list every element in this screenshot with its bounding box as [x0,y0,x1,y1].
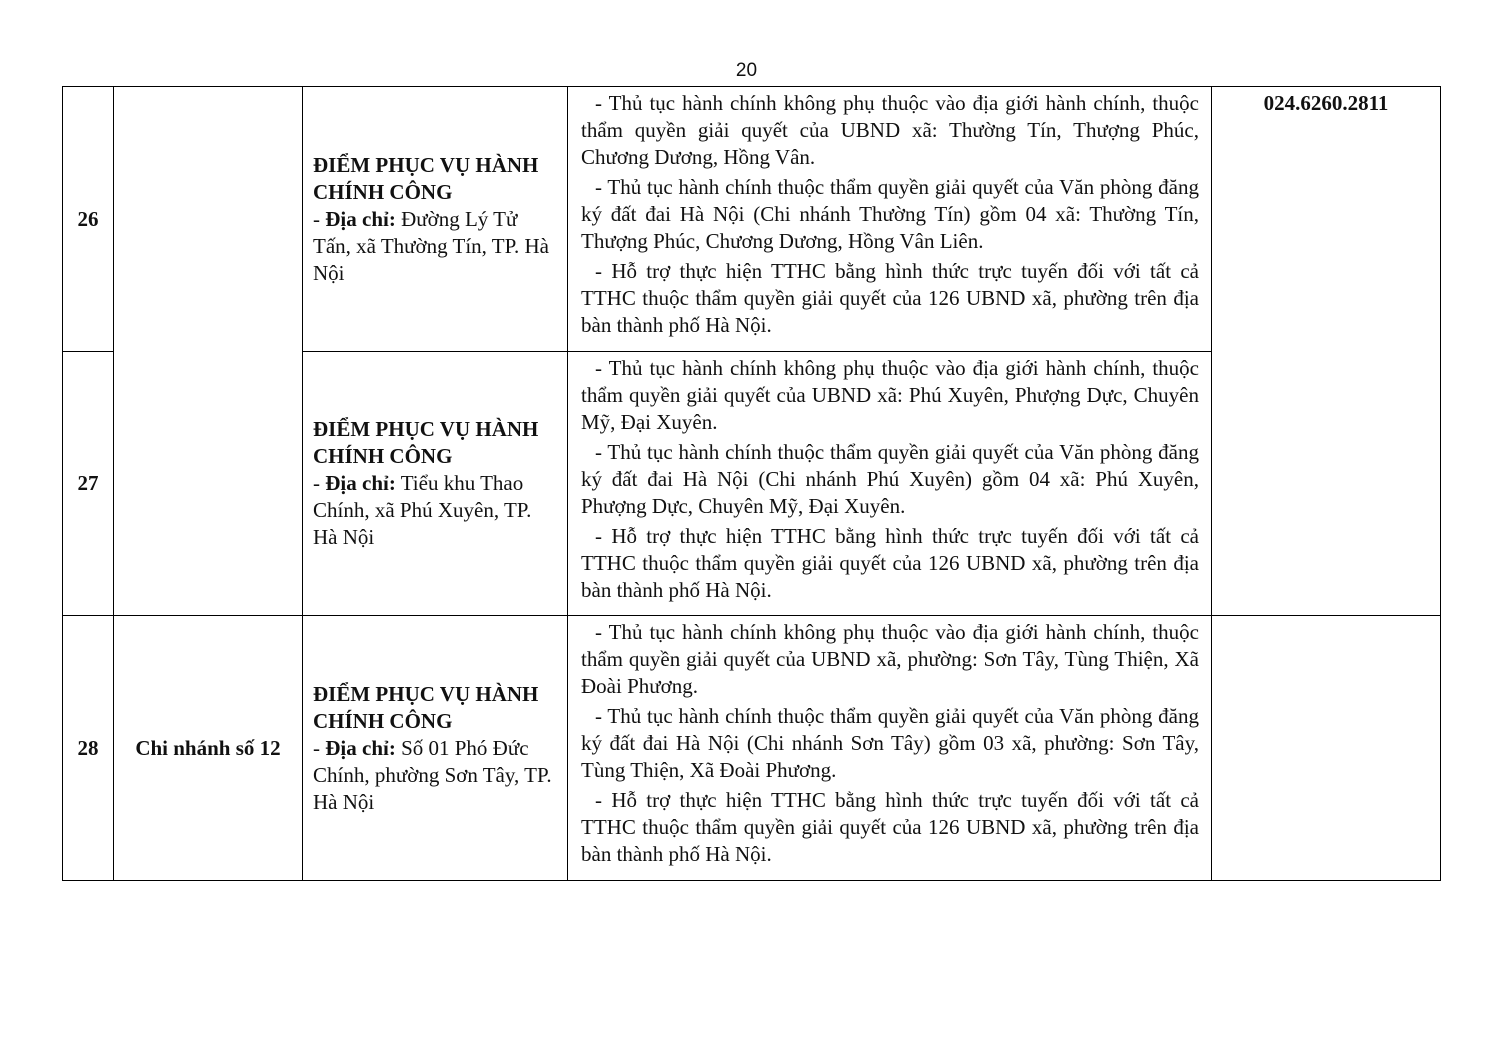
service-points-table [62,86,1441,881]
procedure-paragraph: - Hỗ trợ thực hiện TTHC bằng hình thức trực tuyến đối với tất cả TTHC thuộc thẩm quyền giải quyết của 126 UBND xã, phường trên địa bàn thành phố Hà Nội. [581,259,1199,337]
page-number: 20 [735,60,758,81]
address-label: Địa chỉ: [325,206,396,231]
service-point-title: ĐIỂM PHỤC VỤ HÀNH CHÍNH CÔNG [313,681,539,733]
procedure-paragraph: - Thủ tục hành chính thuộc thẩm quyền giải quyết của Văn phòng đăng ký đất đai Hà Nội (Chi nhánh Phú Xuyên) gồm 04 xã: Phú Xuyên, Phượng Dực, Chuyên Mỹ, Đại Xuyên. [581,440,1199,518]
service-point-cell [303,87,568,352]
procedure-paragraph: - Thủ tục hành chính thuộc thẩm quyền giải quyết của Văn phòng đăng ký đất đai Hà Nội (Chi nhánh Sơn Tây) gồm 03 xã, phường: Sơn Tây, Tùng Thiện, Xã Đoài Phương. [581,704,1199,782]
procedure-paragraph: - Thủ tục hành chính thuộc thẩm quyền giải quyết của Văn phòng đăng ký đất đai Hà Nội (Chi nhánh Thường Tín) gồm 04 xã: Thường Tín, Thượng Phúc, Chương Dương, Hồng Vân Liên. [581,175,1199,253]
procedure-paragraph: - Thủ tục hành chính không phụ thuộc vào địa giới hành chính, thuộc thẩm quyền giải quyết của UBND xã: Phú Xuyên, Phượng Dực, Chuyên Mỹ, Đại Xuyên. [581,356,1199,434]
procedures-cell [568,352,1212,616]
procedure-paragraph: - Thủ tục hành chính không phụ thuộc vào địa giới hành chính, thuộc thẩm quyền giải quyết của UBND xã: Thường Tín, Thượng Phúc, Chương Dương, Hồng Vân. [581,91,1199,169]
table-row [63,616,1441,881]
table-row [63,87,1441,352]
service-point-title: ĐIỂM PHỤC VỤ HÀNH CHÍNH CÔNG [313,417,539,468]
procedures-cell [568,87,1212,352]
service-point-title: ĐIỂM PHỤC VỤ HÀNH CHÍNH CÔNG [313,152,539,204]
service-point-address: - Địa chỉ: Đường Lý Tử Tấn, xã Thường Tín, TP. Hà Nội [313,206,549,285]
row-number: 27 [63,352,114,616]
address-text: Số 01 Phó Đức Chính, phường Sơn Tây, TP. Hà Nội [313,735,552,814]
address-label: Địa chỉ: [325,735,396,760]
service-point-cell [303,616,568,881]
procedure-paragraph: - Hỗ trợ thực hiện TTHC bằng hình thức trực tuyến đối với tất cả TTHC thuộc thẩm quyền giải quyết của 126 UBND xã, phường trên địa bàn thành phố Hà Nội. [581,788,1199,866]
service-point-address: - Địa chỉ: Số 01 Phó Đức Chính, phường Sơn Tây, TP. Hà Nội [313,735,552,814]
branch-name: Chi nhánh số 12 [114,616,303,881]
row-number: 28 [63,616,114,881]
address-label: Địa chỉ: [325,471,396,495]
procedure-paragraph: - Thủ tục hành chính không phụ thuộc vào địa giới hành chính, thuộc thẩm quyền giải quyết của UBND xã, phường: Sơn Tây, Tùng Thiện, Xã Đoài Phương. [581,620,1199,698]
row-number: 26 [63,87,114,352]
branch-cell-empty [114,87,303,616]
address-text: Tiểu khu Thao Chính, xã Phú Xuyên, TP. Hà Nội [313,471,532,549]
address-text: Đường Lý Tử Tấn, xã Thường Tín, TP. Hà Nội [313,206,549,285]
phone-number: 024.6260.2811 [1212,87,1441,616]
service-point-address: - Địa chỉ: Tiểu khu Thao Chính, xã Phú Xuyên, TP. Hà Nội [313,471,532,549]
procedures-cell [568,616,1212,881]
phone-cell-empty [1212,616,1441,881]
procedure-paragraph: - Hỗ trợ thực hiện TTHC bằng hình thức trực tuyến đối với tất cả TTHC thuộc thẩm quyền giải quyết của 126 UBND xã, phường trên địa bàn thành phố Hà Nội. [581,524,1199,602]
service-point-cell [303,352,568,616]
